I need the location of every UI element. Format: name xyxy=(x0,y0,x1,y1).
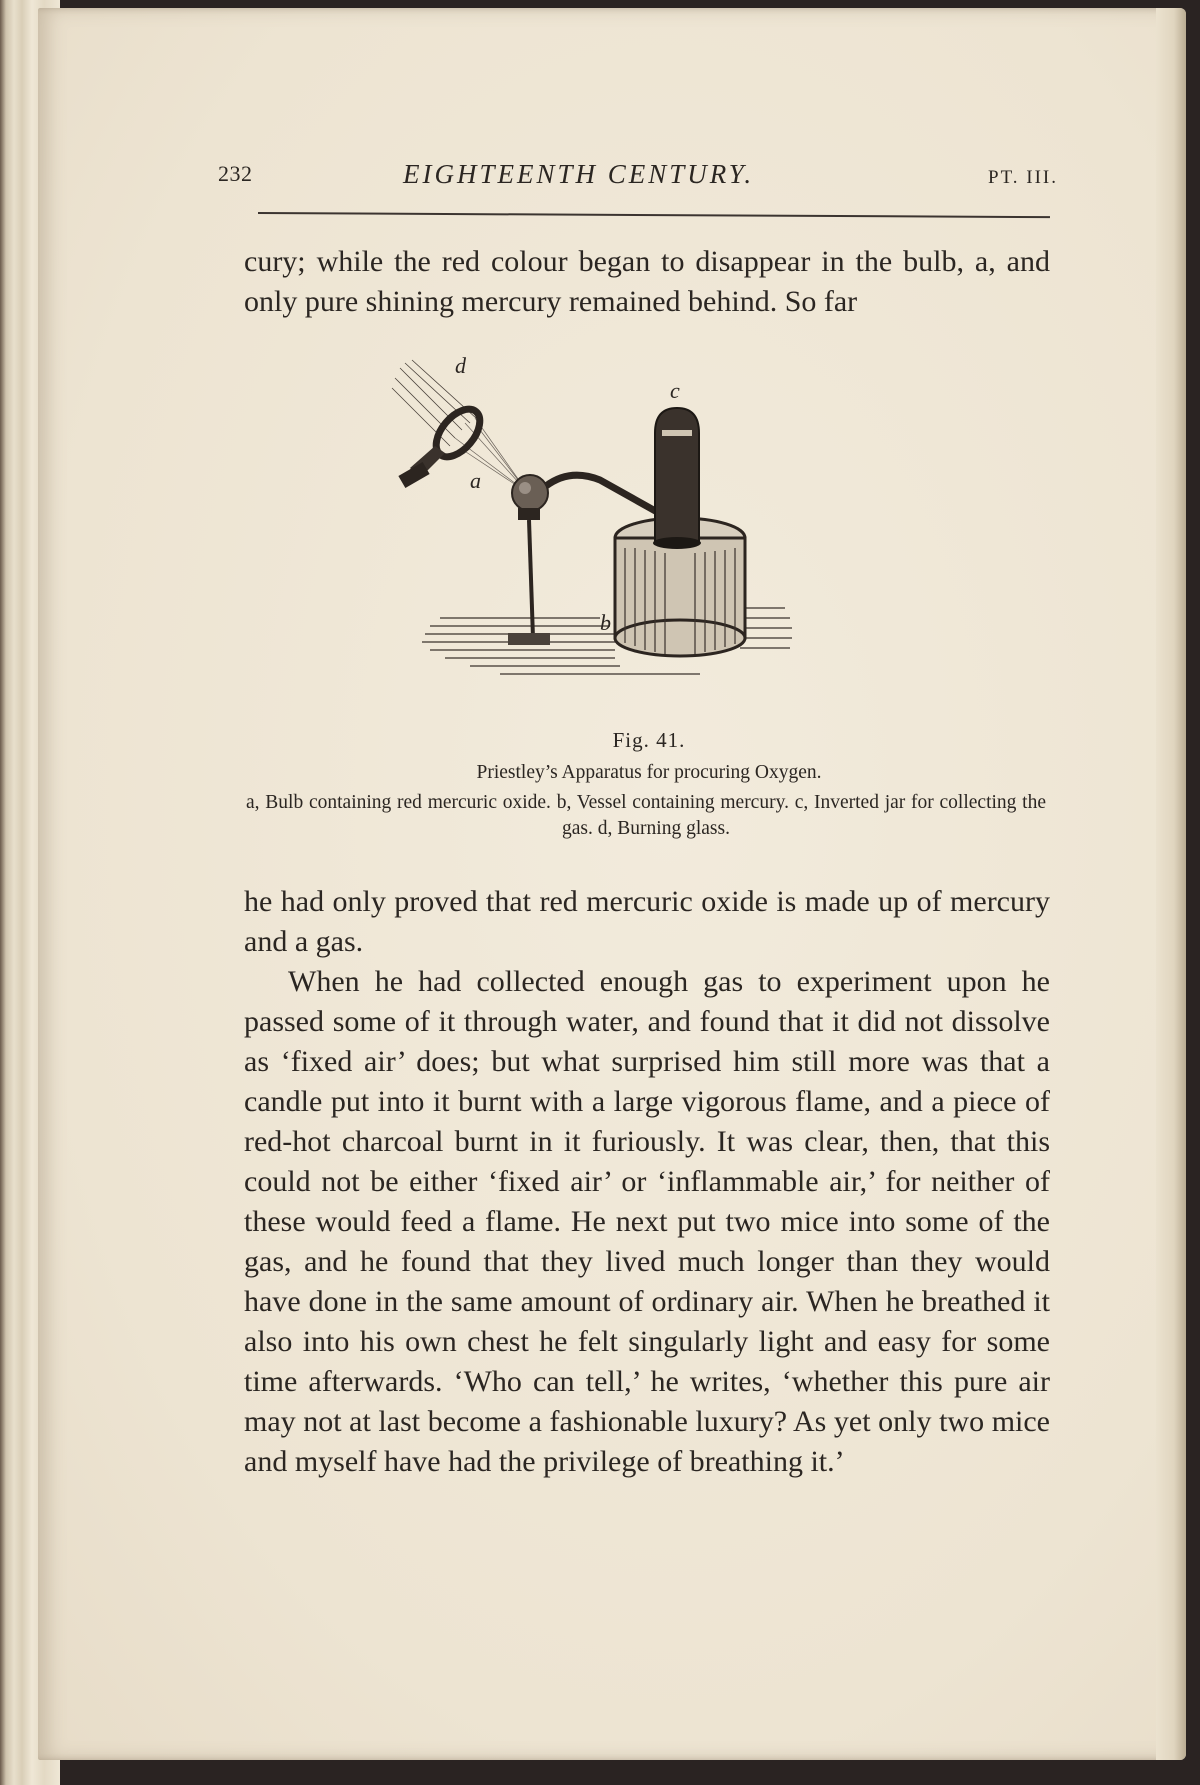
running-title: EIGHTEENTH CENTURY. xyxy=(403,159,755,189)
paragraph-after-figure xyxy=(244,882,1050,962)
label-a: a xyxy=(470,468,481,493)
figure-title: Priestley’s Apparatus for procuring Oxygen. xyxy=(476,762,822,783)
paragraph-continuation xyxy=(244,242,1050,322)
paragraph-text: cury; while the red colour began to disappear in the bulb, a, and only pure shining mercury remained behind. So far xyxy=(244,245,1050,318)
figure-illustration xyxy=(400,353,900,718)
label-d: d xyxy=(455,353,466,378)
paragraph-experiments xyxy=(244,962,1050,1482)
paragraph-text: he had only proved that red mercuric oxide is made up of mercury and a gas. xyxy=(244,885,1050,958)
label-c: c xyxy=(670,378,680,403)
running-header xyxy=(218,155,1058,195)
page-number: 232 xyxy=(218,161,253,186)
part-indicator: PT. III. xyxy=(988,167,1058,188)
priestley-apparatus-drawing xyxy=(400,353,900,718)
inverted-jar-c xyxy=(653,408,701,549)
figure-legend: a, Bulb containing red mercuric oxide. b, Vessel containing mercury. c, Inverted jar for collecting the gas. d, Burning glass. xyxy=(246,792,1046,839)
figure-number: Fig. 41. xyxy=(612,728,686,752)
page-edge xyxy=(1156,8,1186,1760)
label-b: b xyxy=(600,610,611,635)
paragraph-text: When he had collected enough gas to experiment upon he passed some of it through water, and found that it did not dissolve as ‘fixed air’ does; but what surprised him still more was that a candle put into it burnt with a large vigorous flame, and a piece of red-hot charcoal burnt in it furiously. It was clear, then, that this could not be either ‘fixed air’ or ‘inflammable air,’ for neither of these would feed a flame. He next put two mice into some of the gas, and he found that they lived much longer than they would have done in the same amount of ordinary air. When he breathed it also into his own chest he felt singularly light and easy for some time afterwards. ‘Who can tell,’ he writes, ‘whether this pure air may not at last become a fashionable luxury? As yet only two mice and myself have had the privilege of breathing it.’ xyxy=(244,965,1050,1478)
